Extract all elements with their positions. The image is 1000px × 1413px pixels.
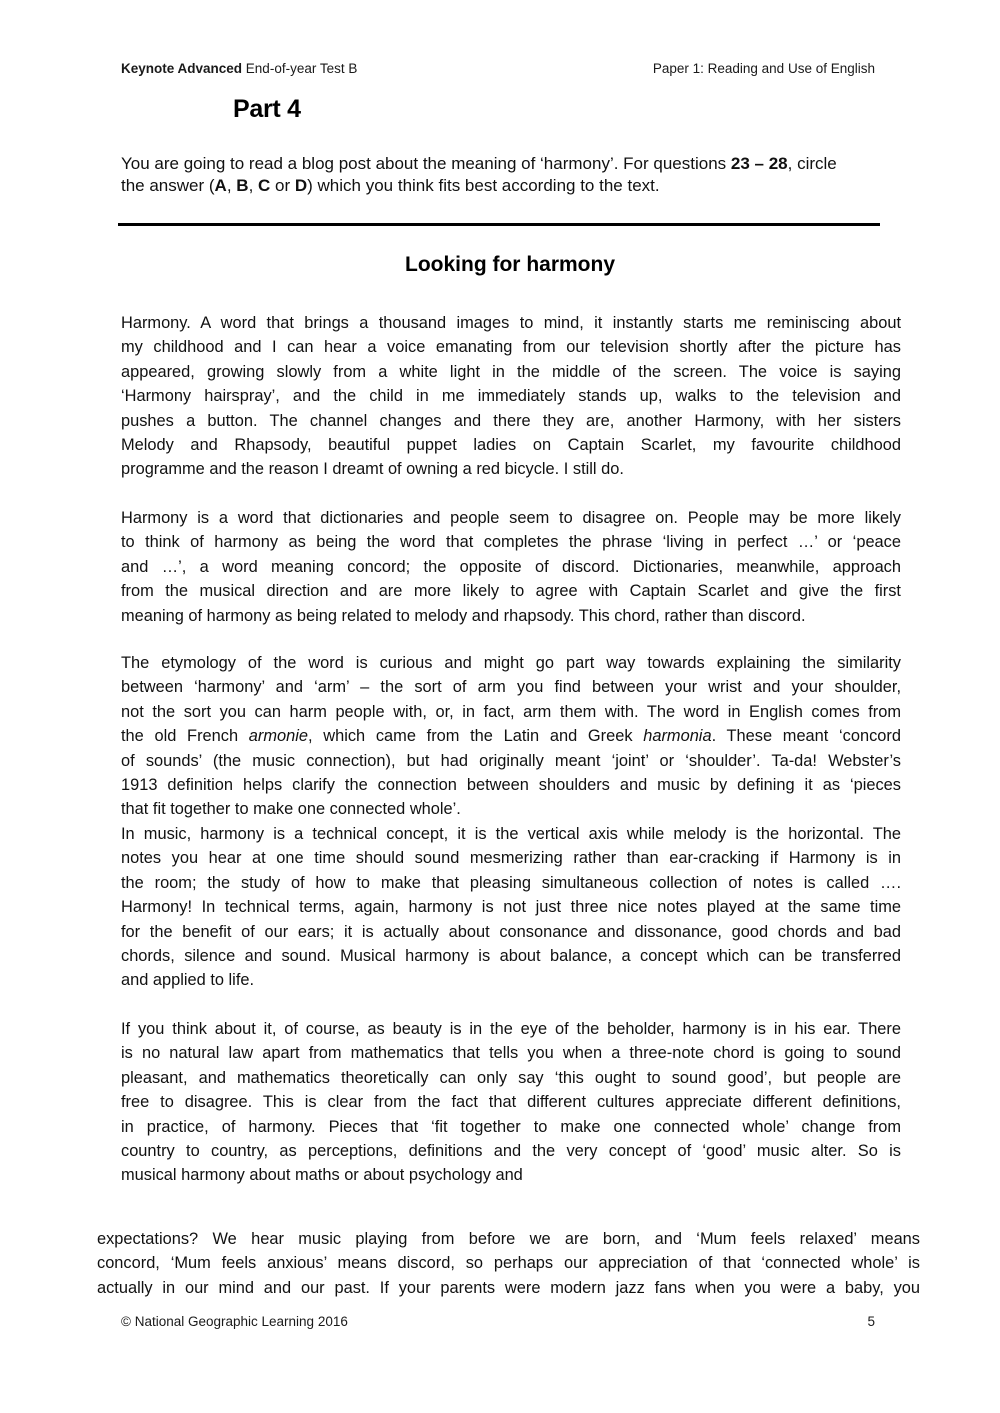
instructions-text: or xyxy=(270,176,295,195)
text-line: between ‘harmony’ and ‘arm’ – the sort of arm you find between your wrist and your shoulder, xyxy=(121,678,901,697)
instructions-text: You are going to read a blog post about the meaning of ‘harmony’. For questions xyxy=(121,154,731,173)
text-line: my childhood and I can hear a voice emanating from our television shortly after the picture has xyxy=(121,338,901,357)
text-line: appeared, growing slowly from a white light in the middle of the screen. The voice is saying xyxy=(121,362,901,381)
option-d: D xyxy=(294,176,308,195)
text-line: concord, ‘Mum feels anxious’ means discord, so perhaps our appreciation of that ‘connected whole’ is xyxy=(97,1254,920,1273)
text-line: In music, harmony is a technical concept, it is the vertical axis while melody is the horizontal. The xyxy=(121,825,901,843)
instructions-text: , circle the answer ( xyxy=(121,154,837,195)
book-title: Keynote Advanced xyxy=(121,61,243,76)
text-line: and applied to life. xyxy=(121,971,255,990)
running-header-left xyxy=(121,61,357,76)
text-line: programme and the reason I dreamt of owning a red bicycle. I still do. xyxy=(121,460,624,479)
text-line: meaning of harmony as being related to melody and rhapsody. This chord, rather than discord. xyxy=(121,606,806,625)
paragraph-5 xyxy=(121,1017,901,1188)
text-line: Harmony. A word that brings a thousand images to mind, it instantly starts me reminiscing about xyxy=(121,314,901,332)
text-line: that fit together to make one connected whole’. xyxy=(121,800,461,819)
separator: , xyxy=(226,176,237,195)
text-line: Harmony! In technical terms, again, harmony is not just three nice notes played at the same time xyxy=(121,898,901,917)
text-line: for the benefit of our ears; it is actually about consonance and dissonance, good chords and bad xyxy=(121,922,901,941)
text-line: If you think about it, of course, as beauty is in the eye of the beholder, harmony is in his ear. There xyxy=(121,1020,901,1038)
text-fragment: . These meant ‘concord xyxy=(711,727,901,746)
text-line: pleasant, and mathematics theoretically can only say ‘this ought to sound good’, but people are xyxy=(121,1068,901,1087)
italic-term: harmonia xyxy=(643,727,712,746)
text-line: and …’, a word meaning concord; the opposite of discord. Dictionaries, meanwhile, approach xyxy=(121,557,901,576)
paragraph-4 xyxy=(121,822,901,993)
instructions xyxy=(121,153,861,197)
page-number: 5 xyxy=(867,1314,875,1329)
text-line xyxy=(121,724,901,748)
copyright: © National Geographic Learning 2016 xyxy=(121,1314,348,1329)
text-line: The etymology of the word is curious and might go part way towards explaining the similarity xyxy=(121,654,901,672)
paragraph-2 xyxy=(121,506,901,628)
part-title: Part 4 xyxy=(233,95,301,123)
text-line: free to disagree. This is clear from the fact that different cultures appreciate different definitions, xyxy=(121,1093,901,1112)
text-line: from the musical direction and are more likely to agree with Captain Scarlet and give the first xyxy=(121,582,901,601)
text-line: pushes a button. The channel changes and there they are, another Harmony, with her sisters xyxy=(121,411,901,430)
italic-term: armonie xyxy=(248,727,308,746)
text-line: ‘Harmony hairspray’, and the child in me immediately stands up, walks to the television and xyxy=(121,387,901,406)
article-title: Looking for harmony xyxy=(405,253,615,276)
divider-rule xyxy=(118,223,880,226)
paragraph-6 xyxy=(97,1227,920,1300)
text-line: chords, silence and sound. Musical harmony is about balance, a concept which can be transferred xyxy=(121,946,901,965)
text-line: in practice, of harmony. Pieces that ‘fit together to make one connected whole’ change from xyxy=(121,1117,901,1136)
option-c: C xyxy=(258,176,271,195)
separator: , xyxy=(248,176,259,195)
text-line: country to country, as perceptions, definitions and the very concept of ‘good’ music alter. So is xyxy=(121,1141,901,1160)
running-header-right: Paper 1: Reading and Use of English xyxy=(652,61,875,76)
text-fragment: , which came from the Latin and Greek xyxy=(308,727,644,746)
text-line: the room; the study of how to make that pleasing simultaneous collection of notes is called …. xyxy=(121,873,901,892)
text-line: Melody and Rhapsody, beautiful puppet ladies on Captain Scarlet, my favourite childhood xyxy=(121,435,901,454)
text-line: of sounds’ (the music connection), but had originally meant ‘joint’ or ‘shoulder’. Ta-da! Webster’s xyxy=(121,751,901,770)
text-line: not the sort you can harm people with, or, in fact, arm them with. The word in English comes from xyxy=(121,702,901,721)
text-line: musical harmony about maths or about psychology and xyxy=(121,1166,523,1185)
paragraph-1 xyxy=(121,311,901,482)
text-line: Harmony is a word that dictionaries and people seem to disagree on. People may be more likely xyxy=(121,509,901,527)
text-line: notes you hear at one time should sound mesmerizing rather than ear-cracking if Harmony is in xyxy=(121,849,901,868)
text-line: actually in our mind and our past. If your parents were modern jazz fans when you were a baby, you xyxy=(97,1278,920,1297)
text-line: is no natural law apart from mathematics that tells you when a three-note chord is going to sound xyxy=(121,1044,901,1063)
question-range: 23 – 28 xyxy=(730,154,788,173)
option-a: A xyxy=(214,176,227,195)
text-line: to think of harmony as being the word that completes the phrase ‘living in perfect …’ or ‘peace xyxy=(121,533,901,552)
instructions-text: ) which you think fits best according to the text. xyxy=(307,176,660,195)
option-b: B xyxy=(236,176,249,195)
text-line: expectations? We hear music playing from before we are born, and ‘Mum feels relaxed’ means xyxy=(97,1230,920,1248)
test-name: End-of-year Test B xyxy=(242,61,358,76)
text-line: 1913 definition helps clarify the connection between shoulders and music by defining it as ‘pieces xyxy=(121,775,901,794)
paragraph-3 xyxy=(121,651,901,822)
text-fragment: the old French xyxy=(121,727,249,746)
